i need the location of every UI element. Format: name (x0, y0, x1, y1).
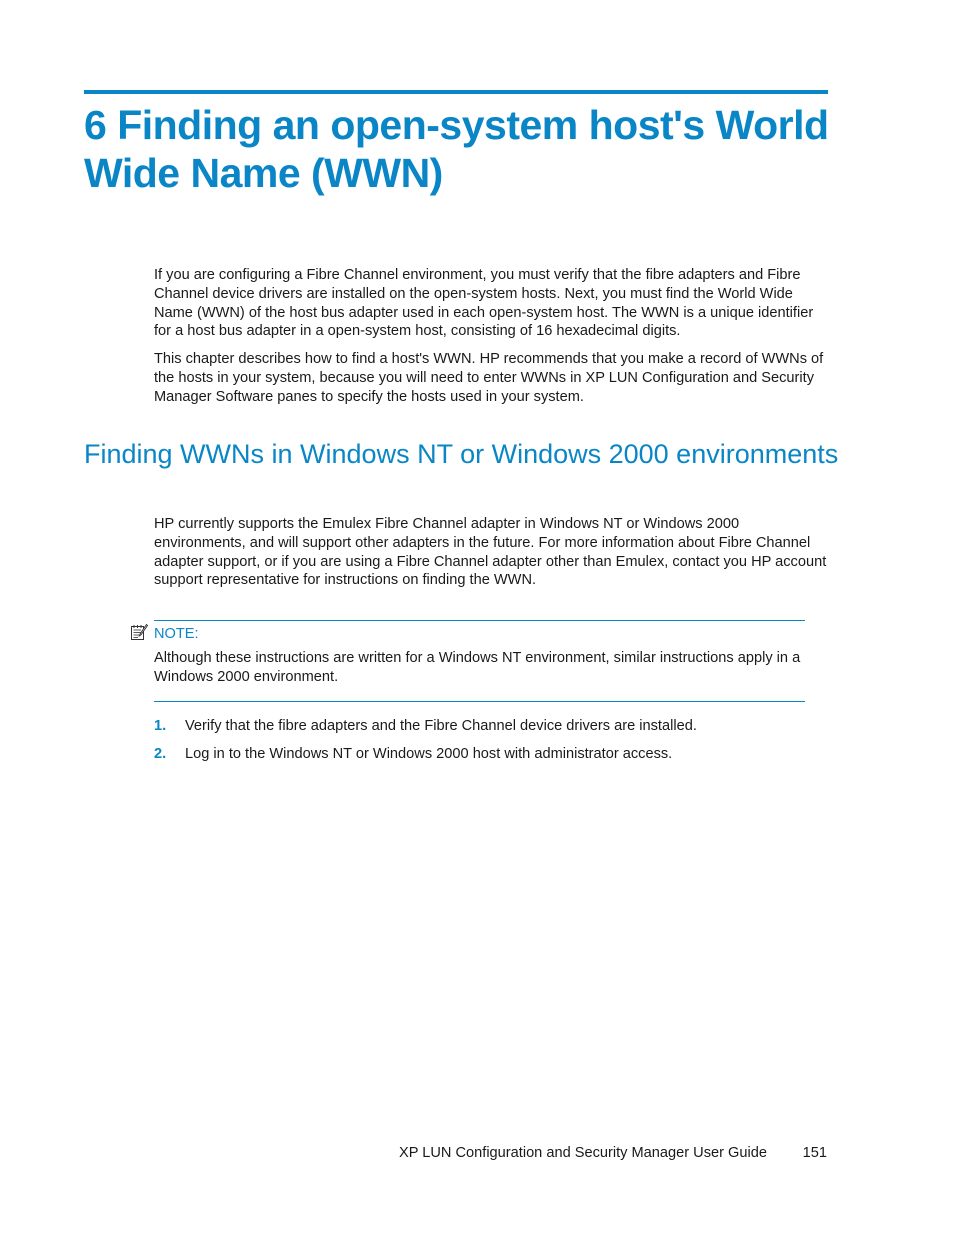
note-bottom-rule (154, 701, 805, 702)
footer-page-number: 151 (802, 1145, 827, 1161)
section-paragraph: HP currently supports the Emulex Fibre Channel adapter in Windows NT or Windows 2000 environments, and will support other adapters in the future. For more information about Fibre Channel adapter support, or if you are using a Fibre Channel adapter other than Emulex, contact you HP account support representative for instructions on finding the WWN. (154, 516, 827, 589)
note-label: NOTE: (154, 626, 199, 642)
intro-paragraph: This chapter describes how to find a host's WWN. HP recommends that you make a record of WWNs of the hosts in your system, because you will need to enter WWNs in XP LUN Configuration and Security Manager Software panes to specify the hosts used in your system. (154, 351, 824, 405)
chapter-title: 6 Finding an open-system host's World Wide Name (WWN) (84, 102, 829, 196)
note-text: Although these instructions are written for a Windows NT environment, similar instructions apply in a Windows 2000 environment. (154, 650, 801, 685)
step-number: 2. (154, 746, 167, 762)
section-title: Finding WWNs in Windows NT or Windows 2000 environments (84, 439, 839, 469)
step-number: 1. (154, 718, 167, 734)
step-text: Log in to the Windows NT or Windows 2000 host with administrator access. (185, 746, 673, 762)
intro-paragraph: If you are configuring a Fibre Channel environment, you must verify that the fibre adapters and Fibre Channel device drivers are installed on the open-system hosts. Next, you must find the World Wide Name (WWN) of the host bus adapter used in each open-system host. The WWN is a unique identifier for a host bus adapter in a open-system host, consisting of 16 hexadecimal digits. (154, 267, 814, 340)
note-top-rule (154, 620, 805, 621)
step-text: Verify that the fibre adapters and the Fibre Channel device drivers are installed. (185, 718, 697, 734)
footer-guide-title: XP LUN Configuration and Security Manager User Guide (398, 1145, 767, 1161)
note-pad-icon (130, 623, 148, 641)
chapter-top-rule (84, 90, 828, 94)
